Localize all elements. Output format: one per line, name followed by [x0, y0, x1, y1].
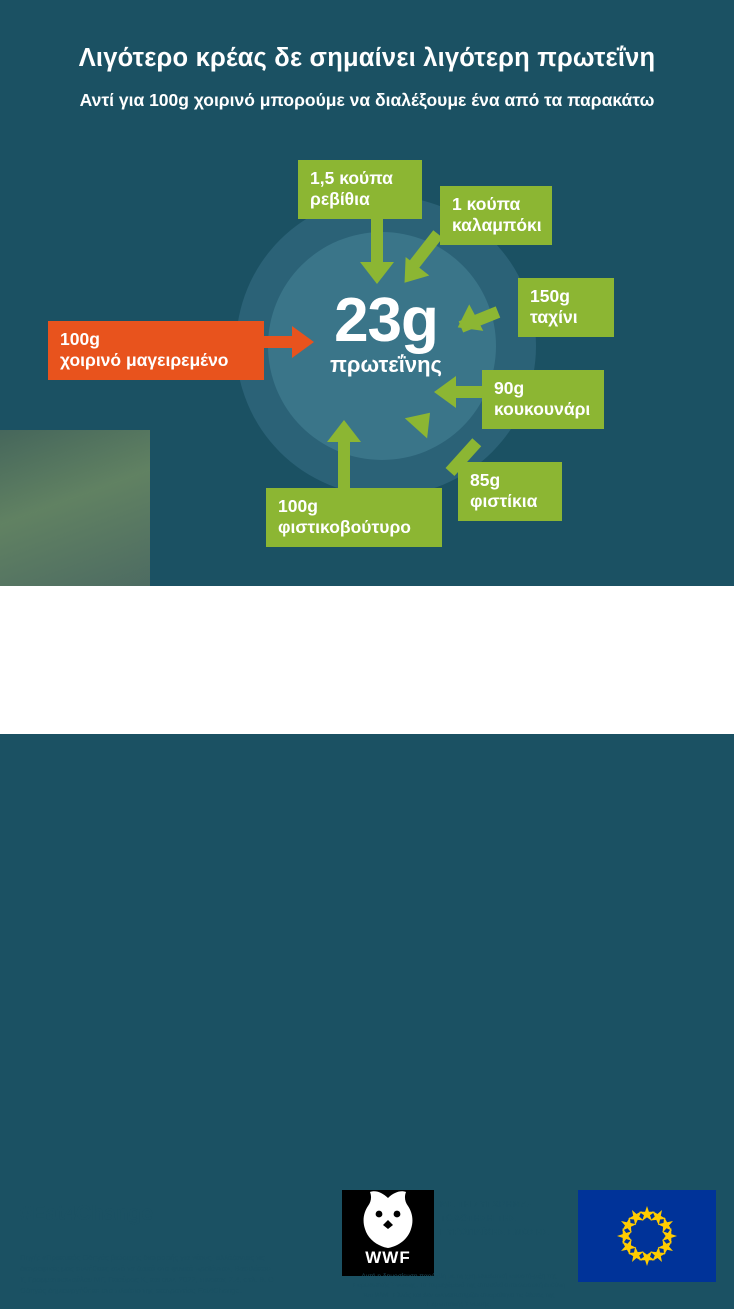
item-pistachio [458, 462, 562, 521]
center-amount: 23g [334, 286, 438, 355]
item-pork [48, 321, 264, 380]
item-corn [440, 186, 552, 245]
item-pistachio-name: φιστίκια [470, 491, 538, 512]
eu-flag [578, 1190, 716, 1282]
decorative-photo [0, 430, 150, 586]
arrow-peanutbutter [338, 440, 350, 488]
item-chickpeas-amount: 1,5 κούπα [310, 168, 393, 188]
item-sunflower-name: κουκουνάρι [494, 399, 591, 420]
item-pistachio-amount: 85g [470, 470, 501, 490]
item-peanutbutter [266, 488, 442, 547]
panda-icon [342, 1190, 434, 1252]
disclaimer-text: Αυτή η δημοσίευση παράχθη με τη χρηματοδοτική υποστή-ριξη της Ευρωπαϊκής Ένωσης. Το περιεχόμενό της αποτελεί αποκλειστική ευθύνη του WWF Ελλάς και δεν αντικατοπτρίζει απαραίτητα τις θέσεις της Ευρωπαϊκής Ένωσης. [352, 1273, 566, 1309]
item-sunflower-amount: 90g [494, 378, 525, 398]
page-subtitle: Αντί για 100g χοιρινό μπορούμε να διαλέξουμε ένα από τα παρακάτω [79, 90, 655, 110]
item-peanutbutter-name: φιστικοβούτυρο [278, 517, 411, 538]
item-chickpeas-name: ρεβίθια [310, 189, 370, 210]
item-tahini [518, 278, 614, 337]
arrow-peanutbutter-head [327, 420, 361, 442]
item-corn-amount: 1 κούπα [452, 194, 521, 214]
footer [0, 586, 734, 1309]
item-tahini-amount: 150g [530, 286, 570, 306]
arrow-sunflower-head [434, 376, 456, 408]
wwf-logo [342, 1190, 434, 1276]
arrow-pork-head [292, 326, 314, 358]
item-tahini-name: ταχίνι [530, 307, 578, 328]
item-pork-name: χοιρινό μαγειρεμένο [60, 350, 229, 371]
cofunding-text: ΜΕ ΤΗ ΣΥΓΧΡΗΜΑ-ΤΟΔΟΤΗΣΗ ΤΗΣ ΕΥΡΩΠΑΪΚΗΣ ΕΝΩΣΗΣ [440, 1199, 549, 1238]
item-corn-name: καλαμπόκι [452, 215, 542, 236]
page-title: Λιγότερο κρέας δε σημαίνει λιγότερη πρωτεΐνη [78, 44, 656, 72]
wwf-wordmark: WWF [365, 1248, 411, 1267]
item-chickpeas [298, 160, 422, 219]
item-sunflower [482, 370, 604, 429]
arrow-chickpeas [371, 216, 383, 268]
arrow-chickpeas-head [360, 262, 394, 284]
source-note: Πηγή: «Πρακτικός Οδηγός βιώσιμης διατροφής για νέους- αλλάζοντας τις διατροφικές μας συνήθειες από τα ζωικά στα φυτικά προϊόντα», Βασιλάκου Τ, Γραμματικοπούλου ΜΓ, Γκιούρας Κ, και συν. 2022, πίνακας 2.4, σελ. 9. Ο Οδηγός δημιουργήθηκε στο πλαίσιο της εκστρατείας Eat4Change. [20, 1253, 274, 1295]
infographic-body [0, 0, 734, 586]
item-pork-amount: 100g [60, 329, 100, 349]
item-peanutbutter-amount: 100g [278, 496, 318, 516]
campaign-hashtag: #Eat4Change [20, 1202, 154, 1225]
center-value [286, 286, 486, 378]
center-label: πρωτεΐνης [330, 352, 442, 377]
